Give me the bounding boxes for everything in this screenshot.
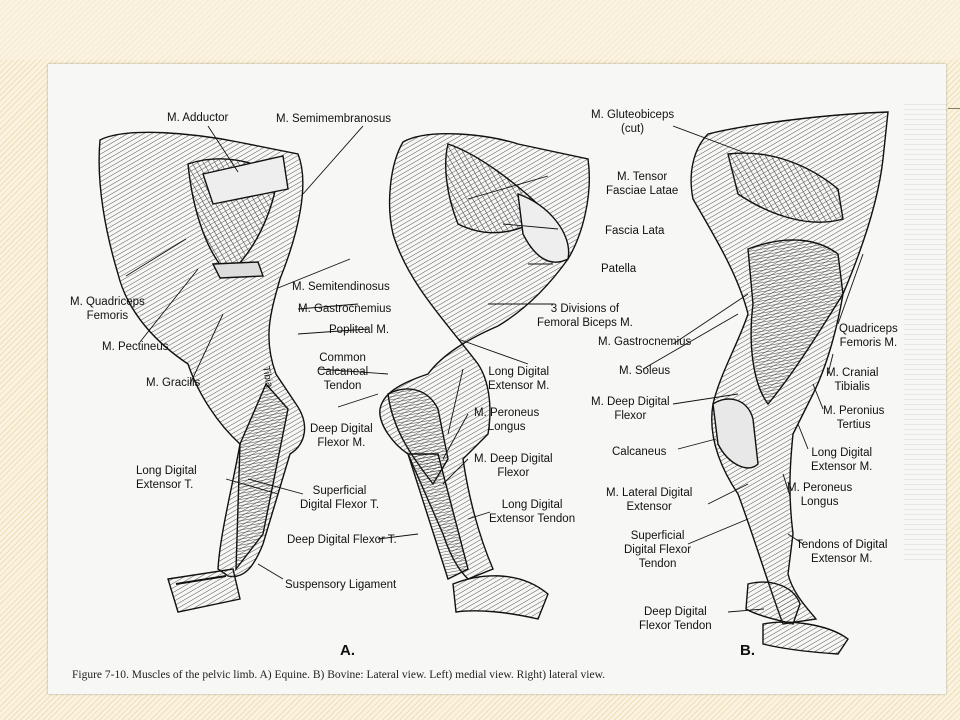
label-superficial-digital-flexor-tendon: Superficial Digital Flexor Tendon [624,530,692,570]
label-tibia: Tibia [259,365,275,389]
label-soleus: M. Soleus [619,365,671,377]
label-long-digital-extensor-m-mid: Long Digital Extensor M. [488,366,550,392]
label-deep-digital-flexor-t: Deep Digital Flexor T. [287,534,397,546]
label-long-digital-extensor-t: Long Digital Extensor T. [136,465,197,491]
label-quadriceps-femoris-b: Quadriceps Femoris M. [839,323,898,349]
slide-header-band [0,0,960,60]
label-deep-digital-flexor-m: Deep Digital Flexor M. [310,423,373,449]
label-gluteobiceps: M. Gluteobiceps (cut) [591,109,675,135]
label-calcaneus: Calcaneus [612,446,667,458]
panel-label-b: B. [740,642,755,659]
label-long-digital-extensor-m-b: Long Digital Extensor M. [811,447,873,473]
anatomy-figure [48,64,946,694]
decorative-rule [948,108,960,109]
label-superficial-digital-flexor-t: Superficial Digital Flexor T. [300,485,380,511]
label-popliteal: Popliteal M. [329,324,390,336]
figure-caption: Figure 7-10. Muscles of the pelvic limb. A) Equine. B) Bovine: Lateral view. Left) medial view. Right) lateral view. [72,669,606,681]
label-quadriceps-femoris: M. Quadriceps Femoris [70,296,145,322]
label-deep-digital-flexor-b: M. Deep Digital Flexor [591,396,670,422]
label-adductor: M. Adductor [167,112,229,124]
label-femoral-biceps: 3 Divisions of Femoral Biceps M. [537,303,633,329]
equine-medial-limb [99,132,304,612]
label-long-digital-extensor-tendon: Long Digital Extensor Tendon [489,499,576,525]
label-cranial-tibialis: M. Cranial Tibialis [826,367,879,393]
panel-label-a: A. [340,642,355,659]
equine-lateral-limb [380,134,589,619]
label-deep-digital-flexor-tendon: Deep Digital Flexor Tendon [639,606,712,632]
label-gastrocnemius-a: M. Gastrocnemius [298,303,392,315]
label-deep-digital-flexor-mid: M. Deep Digital Flexor [474,453,553,479]
label-peronius-tertius: M. Peronius Tertius [823,405,885,431]
label-semimembranosus: M. Semimembranosus [276,113,392,125]
label-common-calcaneal-tendon: Common Calcaneal Tendon [317,352,369,392]
label-gracilis: M. Gracilis [146,377,201,389]
label-peroneus-longus-b: M. Peroneus Longus [787,482,853,508]
label-tensor-fasciae-latae: M. Tensor Fasciae Latae [606,171,679,197]
label-patella: Patella [601,263,637,275]
label-semitendinosus: M. Semitendinosus [292,281,390,293]
label-peroneus-longus-mid: M. Peroneus Longus [474,407,540,433]
label-lateral-digital-extensor: M. Lateral Digital Extensor [606,487,693,513]
label-suspensory-ligament: Suspensory Ligament [285,579,397,591]
label-gastrocnemius-b: M. Gastrocnemius [598,336,692,348]
label-tendons-digital-extensor: Tendons of Digital Extensor M. [796,539,888,565]
label-fascia-lata: Fascia Lata [605,225,665,237]
label-pectineus: M. Pectineus [102,341,169,353]
